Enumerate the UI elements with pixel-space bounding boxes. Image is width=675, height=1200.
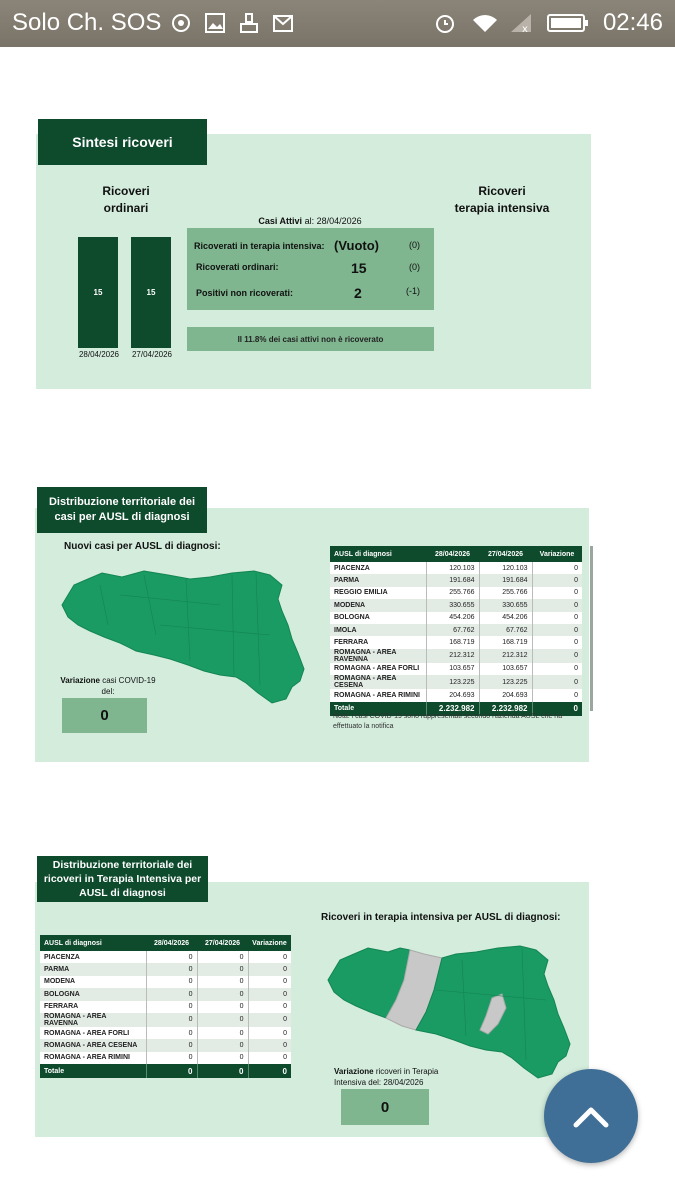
col-header-ausl[interactable]: AUSL di diagnosi (40, 935, 146, 951)
ordinari-value: 15 (351, 260, 367, 276)
value-cell: 0 (146, 1001, 197, 1013)
table-row[interactable] (330, 562, 582, 574)
table-total-row (40, 1064, 291, 1078)
ordinari-label: Ricoverati ordinari: (196, 262, 279, 272)
value-cell: 103.657 (479, 663, 532, 675)
value-cell: 204.693 (426, 689, 479, 701)
casi-attivi-box (187, 228, 434, 310)
table-row[interactable] (330, 663, 582, 675)
clean-icon (236, 10, 262, 36)
wifi-icon (470, 10, 500, 36)
ti-title (440, 183, 564, 217)
value-cell: 0 (146, 951, 197, 963)
ti-value: (Vuoto) (334, 238, 379, 253)
value-cell: 0 (248, 988, 291, 1000)
value-cell: 0 (248, 963, 291, 975)
col-header-date2[interactable]: 27/04/2026 (197, 935, 248, 951)
ausl-name-cell: ROMAGNA - AREA FORLI (330, 663, 426, 675)
value-cell: 0 (146, 976, 197, 988)
value-cell: 0 (146, 963, 197, 975)
col-header-variazione[interactable]: Variazione (532, 546, 582, 562)
value-cell: 0 (197, 1039, 248, 1051)
ausl-name-cell: PARMA (330, 574, 426, 586)
value-cell: 0 (146, 1052, 197, 1064)
table-row[interactable] (330, 649, 582, 663)
value-cell: 0 (532, 663, 582, 675)
value-cell: 204.693 (479, 689, 532, 701)
casi-attivi-al: al: (304, 216, 315, 226)
table-row[interactable] (40, 1013, 291, 1027)
chevron-up-icon (571, 1101, 611, 1131)
value-cell: 0 (146, 988, 197, 1000)
value-cell: 330.655 (426, 599, 479, 611)
ti-map-title: Ricoveri in terapia intensiva per AUSL di diagnosi: (321, 912, 561, 923)
value-cell: 0 (146, 1027, 197, 1039)
col-header-date1[interactable]: 28/04/2026 (146, 935, 197, 951)
ordinari-title-line2: ordinari (103, 201, 149, 215)
value-cell: 0 (248, 951, 291, 963)
value-cell: 0 (532, 574, 582, 586)
value-cell: 454.206 (426, 612, 479, 624)
variazione-text: ricoveri in Terapia (375, 1067, 439, 1076)
value-cell: 191.684 (426, 574, 479, 586)
variazione-label: Variazione (334, 1067, 374, 1076)
total-label-cell: Totale (40, 1064, 146, 1078)
ausl-name-cell: ROMAGNA - AREA RAVENNA (40, 1013, 146, 1027)
casi-tag: Distribuzione territoriale dei casi per AUSL di diagnosi (37, 487, 207, 533)
table-row[interactable] (40, 976, 291, 988)
value-cell: 0 (532, 649, 582, 663)
value-cell: 168.719 (426, 636, 479, 648)
value-cell: 0 (248, 1039, 291, 1051)
ordinari-delta: (0) (409, 262, 420, 272)
ti-title-line1: Ricoveri (478, 184, 526, 198)
ausl-name-cell: FERRARA (40, 1001, 146, 1013)
value-cell: 0 (248, 976, 291, 988)
bar-28-04[interactable] (78, 237, 118, 348)
table-row[interactable] (330, 689, 582, 701)
col-header-date1[interactable]: 28/04/2026 (426, 546, 479, 562)
table-row[interactable] (330, 675, 582, 689)
value-cell: 330.655 (479, 599, 532, 611)
ti-delta: (0) (409, 240, 420, 250)
value-cell: 0 (197, 1001, 248, 1013)
value-cell: 0 (248, 1001, 291, 1013)
value-cell: 67.762 (426, 624, 479, 636)
bar-date: 28/04/2026 (78, 350, 120, 359)
value-cell: 0 (197, 1027, 248, 1039)
value-cell: 0 (248, 1027, 291, 1039)
ti-title-line2: terapia intensiva (454, 201, 550, 215)
table-row[interactable] (40, 1001, 291, 1013)
casi-nota: Nota: i casi COVID-19 sono rappresentati secondo l'azienda AUSL che ha effettuato la notifica (333, 713, 563, 730)
col-header-ausl[interactable]: AUSL di diagnosi (330, 546, 426, 562)
scroll-to-top-button[interactable] (544, 1069, 638, 1163)
svg-text:x: x (522, 24, 528, 34)
ordinari-title (76, 183, 176, 217)
value-cell: 0 (532, 599, 582, 611)
image-icon (202, 10, 228, 36)
value-cell: 120.103 (479, 562, 532, 574)
table-row[interactable] (330, 599, 582, 611)
clock: 02:46 (602, 9, 663, 36)
value-cell: 212.312 (479, 649, 532, 663)
ti-variazione-caption (334, 1066, 454, 1088)
non-ricoverato-note: Il 11.8% dei casi attivi non è ricoverato (187, 327, 434, 351)
signal-icon (508, 10, 534, 36)
ausl-name-cell: PIACENZA (40, 951, 146, 963)
value-cell: 0 (532, 624, 582, 636)
bar-value: 15 (146, 288, 156, 297)
ausl-name-cell: ROMAGNA - AREA CESENA (40, 1039, 146, 1051)
value-cell: 0 (146, 1013, 197, 1027)
ausl-name-cell: ROMAGNA - AREA RAVENNA (330, 649, 426, 663)
total-value-cell: 0 (146, 1064, 197, 1078)
total-value-cell: 2.232.982 (426, 702, 479, 716)
ausl-name-cell: IMOLA (330, 624, 426, 636)
variazione-text: casi COVID-19 del: (101, 676, 156, 696)
value-cell: 454.206 (479, 612, 532, 624)
value-cell: 0 (532, 562, 582, 574)
variazione-text2: Intensiva del: (334, 1078, 382, 1087)
value-cell: 120.103 (426, 562, 479, 574)
ti-tag: Distribuzione territoriale dei ricoveri in Terapia Intensiva per AUSL di diagnosi (37, 856, 208, 902)
value-cell: 0 (532, 636, 582, 648)
table-row[interactable] (40, 1039, 291, 1051)
table-row[interactable] (330, 587, 582, 599)
value-cell: 191.684 (479, 574, 532, 586)
value-cell: 212.312 (426, 649, 479, 663)
value-cell: 0 (197, 951, 248, 963)
col-header-variazione[interactable]: Variazione (248, 935, 291, 951)
ausl-name-cell: PIACENZA (330, 562, 426, 574)
table-row[interactable] (40, 1027, 291, 1039)
value-cell: 168.719 (479, 636, 532, 648)
sintesi-tag: Sintesi ricoveri (38, 119, 207, 165)
value-cell: 0 (248, 1013, 291, 1027)
value-cell: 255.766 (479, 587, 532, 599)
battery-icon (546, 10, 590, 36)
ausl-name-cell: BOLOGNA (40, 988, 146, 1000)
alarm-icon (432, 10, 458, 36)
ausl-name-cell: PARMA (40, 963, 146, 975)
positivi-value: 2 (354, 285, 362, 301)
casi-variazione-value: 0 (62, 698, 147, 733)
table-row[interactable] (330, 612, 582, 624)
value-cell: 0 (532, 587, 582, 599)
value-cell: 0 (197, 976, 248, 988)
carrier-label: Solo Ch. SOS (12, 9, 162, 36)
variazione-date: 28/04/2026 (383, 1078, 424, 1087)
table-row[interactable] (330, 624, 582, 636)
bar-27-04[interactable] (131, 237, 171, 348)
casi-attivi-label: Casi Attivi (258, 216, 303, 226)
value-cell: 255.766 (426, 587, 479, 599)
ausl-name-cell: MODENA (40, 976, 146, 988)
table-row[interactable] (40, 988, 291, 1000)
ausl-name-cell: BOLOGNA (330, 612, 426, 624)
casi-table (330, 546, 582, 716)
casi-attivi-date: 28/04/2026 (316, 216, 362, 226)
casi-attivi-heading (186, 216, 434, 226)
value-cell: 0 (248, 1052, 291, 1064)
variazione-label: Variazione (60, 676, 100, 685)
value-cell: 0 (197, 1013, 248, 1027)
value-cell: 0 (197, 988, 248, 1000)
bar-value: 15 (93, 288, 103, 297)
total-value-cell: 2.232.982 (479, 702, 532, 716)
ti-label: Ricoverati in terapia intensiva: (194, 241, 325, 251)
positivi-label: Positivi non ricoverati: (196, 288, 294, 298)
bar-date: 27/04/2026 (131, 350, 173, 359)
ausl-name-cell: REGGIO EMILIA (330, 587, 426, 599)
value-cell: 0 (532, 689, 582, 701)
value-cell: 103.657 (426, 663, 479, 675)
value-cell: 0 (197, 1052, 248, 1064)
total-value-cell: 0 (532, 702, 582, 716)
value-cell: 0 (197, 963, 248, 975)
value-cell: 0 (532, 675, 582, 689)
gmail-icon (270, 10, 296, 36)
ti-variazione-value: 0 (341, 1089, 429, 1125)
ausl-name-cell: FERRARA (330, 636, 426, 648)
casi-table-scrollbar[interactable] (590, 546, 593, 711)
value-cell: 67.762 (479, 624, 532, 636)
table-row[interactable] (330, 574, 582, 586)
positivi-delta: (-1) (406, 286, 420, 296)
table-row[interactable] (330, 636, 582, 648)
ausl-name-cell: ROMAGNA - AREA FORLI (40, 1027, 146, 1039)
value-cell: 0 (532, 612, 582, 624)
total-value-cell: 0 (248, 1064, 291, 1078)
ausl-name-cell: ROMAGNA - AREA RIMINI (330, 689, 426, 701)
hotspot-icon (168, 10, 194, 36)
ti-table (40, 935, 291, 1078)
value-cell: 123.225 (426, 675, 479, 689)
total-value-cell: 0 (197, 1064, 248, 1078)
emilia-romagna-ti-map[interactable] (326, 940, 572, 1080)
table-row[interactable] (40, 1052, 291, 1064)
ausl-name-cell: MODENA (330, 599, 426, 611)
nuovi-casi-map-title: Nuovi casi per AUSL di diagnosi: (64, 541, 221, 552)
status-bar (0, 0, 675, 47)
table-row[interactable] (40, 963, 291, 975)
value-cell: 0 (146, 1039, 197, 1051)
ordinari-title-line1: Ricoveri (102, 184, 150, 198)
col-header-date2[interactable]: 27/04/2026 (479, 546, 532, 562)
total-label-cell: Totale (330, 702, 426, 716)
table-row[interactable] (40, 951, 291, 963)
ausl-name-cell: ROMAGNA - AREA CESENA (330, 675, 426, 689)
value-cell: 123.225 (479, 675, 532, 689)
ausl-name-cell: ROMAGNA - AREA RIMINI (40, 1052, 146, 1064)
